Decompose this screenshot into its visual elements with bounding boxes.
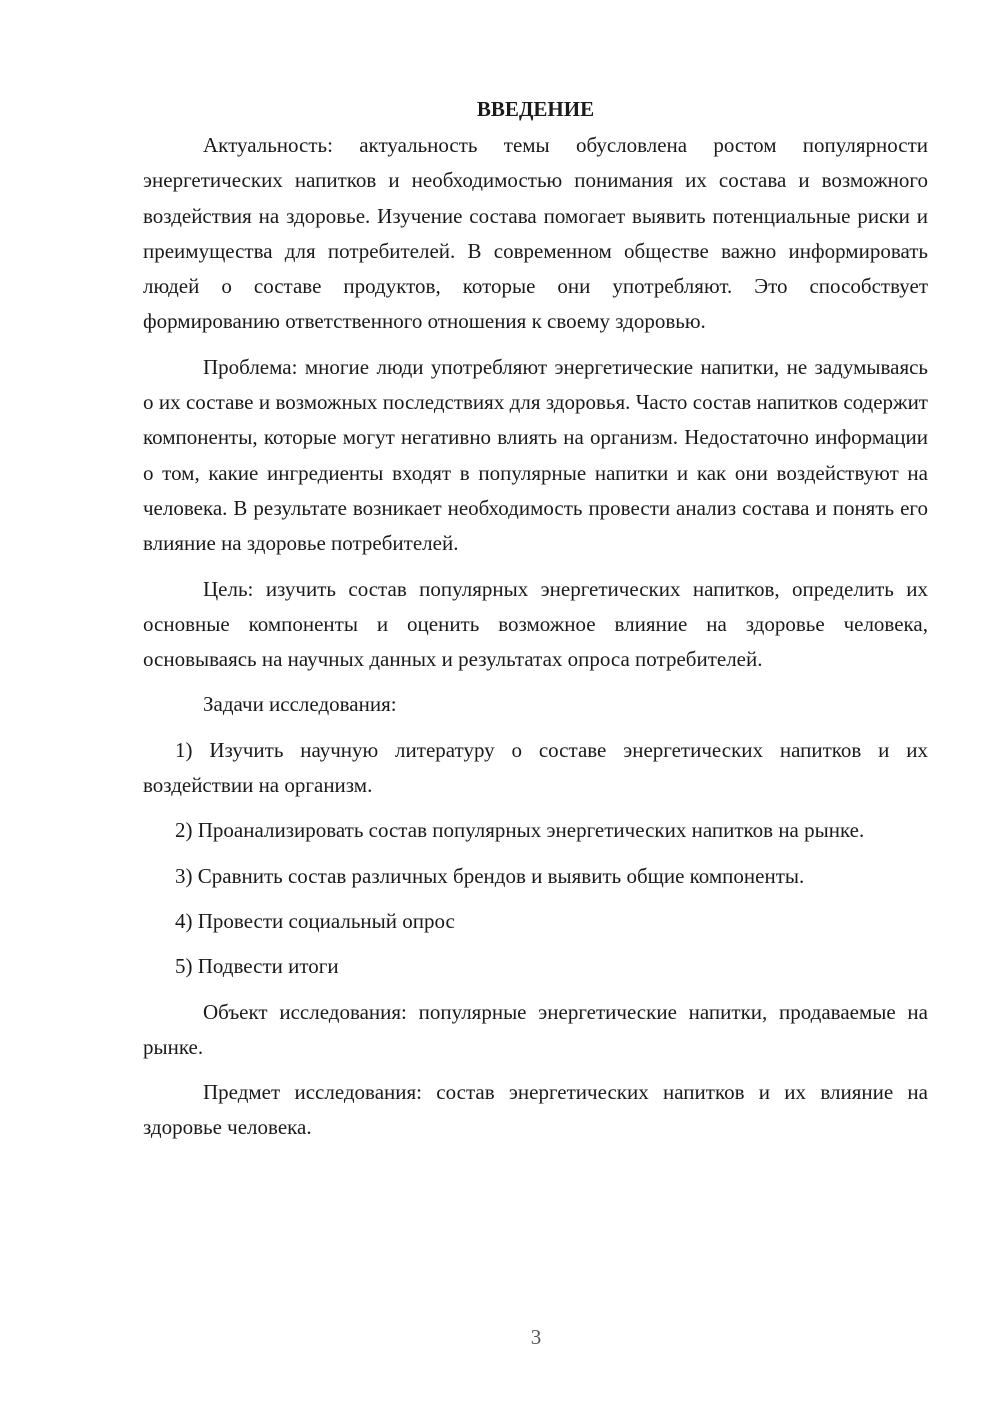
tasks-heading: Задачи исследования: [203, 692, 397, 717]
document-page [143, 92, 928, 1156]
paragraph-subject: Предмет исследования: состав энергетических напитков и их влияние на здоровье человека. [143, 1080, 928, 1140]
list-item: 3) Сравнить состав различных брендов и выявить общие компоненты. [175, 863, 805, 888]
paragraph-goal: Цель: изучить состав популярных энергетических напитков, определить их основные компоненты и оценить возможное влияние на здоровье человека, основываясь на научных данных и результатах опроса потребителей. [143, 576, 928, 672]
list-item: 5) Подвести итоги [175, 954, 339, 979]
paragraph-problem: Проблема: многие люди употребляют энергетические напитки, не задумываясь о их составе и возможных последствиях для здоровья. Часто состав напитков содержит компоненты, которые могут негативно влиять на организм. Недостаточно информации о том, какие ингредиенты входят в популярные напитки и как они воздействуют на человека. В результате возникает необходимость провести анализ состава и понять его влияние на здоровье потребителей. [143, 354, 928, 556]
list-item: 1) Изучить научную литературу о составе энергетических напитков и их воздействии на организм. [143, 737, 928, 798]
page-title: ВВЕДЕНИЕ [476, 97, 595, 121]
page-number: 3 [530, 1325, 542, 1349]
list-item: 4) Провести социальный опрос [175, 908, 455, 933]
list-item: 2) Проанализировать состав популярных энергетических напитков на рынке. [175, 818, 865, 843]
paragraph-object: Объект исследования: популярные энергетические напитки, продаваемые на рынке. [143, 999, 928, 1059]
paragraph-relevance: Актуальность: актуальность темы обусловлена ростом популярности энергетических напитков и необходимостью понимания их состава и возможного воздействия на здоровье. Изучение состава помогает выявить потенциальные риски и преимущества для потребителей. В современном обществе важно информировать людей о составе продуктов, которые они употребляют. Это способствует формированию ответственного отношения к своему здоровью. [143, 133, 928, 334]
tasks-list [143, 733, 928, 985]
